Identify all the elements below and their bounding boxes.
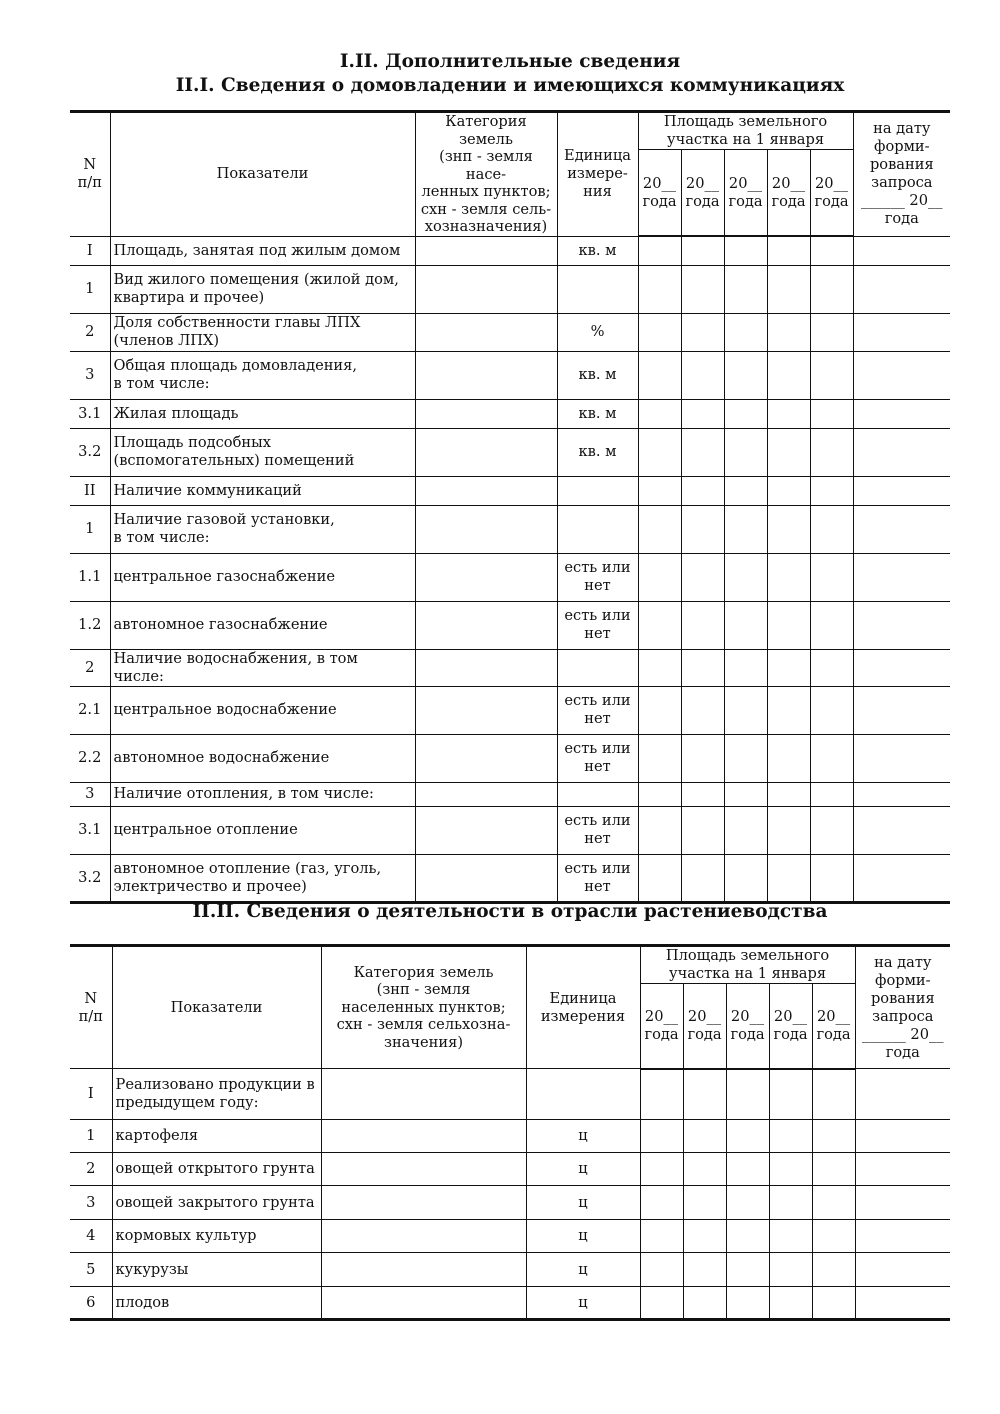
row-year-5-value [810, 553, 853, 601]
row-unit: ц [526, 1120, 640, 1153]
row-year-5-value [810, 476, 853, 505]
row-indicator: овощей закрытого грунта [112, 1186, 321, 1220]
row-year-5-value [810, 236, 853, 265]
row-year-5-value [810, 782, 853, 806]
row-year-4-value [769, 1253, 812, 1287]
row-request-date-value [853, 686, 950, 734]
row-request-date-value [853, 236, 950, 265]
row-year-2-value [681, 399, 724, 428]
table-row [70, 1287, 950, 1320]
crop-production-table [70, 944, 950, 1321]
row-year-5-value [810, 734, 853, 782]
row-year-2-value [681, 351, 724, 399]
row-unit: % [557, 313, 638, 351]
row-year-1-value [638, 476, 681, 505]
row-number: 3.2 [70, 854, 110, 902]
row-year-5-value [810, 854, 853, 902]
table-row [70, 1120, 950, 1153]
row-year-1-value [638, 734, 681, 782]
row-land-category [321, 1220, 526, 1253]
row-year-1-value [640, 1287, 683, 1320]
row-year-3-value [724, 601, 767, 649]
row-request-date-value [855, 1069, 950, 1120]
row-indicator: Вид жилого помещения (жилой дом, квартира и прочее) [110, 265, 415, 313]
row-year-3-value [726, 1186, 769, 1220]
row-year-1-value [640, 1253, 683, 1287]
row-number: 3.1 [70, 806, 110, 854]
row-year-5-value [810, 806, 853, 854]
row-year-1-value [638, 505, 681, 553]
row-year-2-value [681, 854, 724, 902]
row-year-5-value [812, 1253, 855, 1287]
row-number: 3 [70, 351, 110, 399]
row-request-date-value [853, 351, 950, 399]
crop-production-table-body [70, 1069, 950, 1320]
row-land-category [415, 265, 557, 313]
row-land-category [321, 1287, 526, 1320]
header-unit: Единица измере- ния [557, 112, 638, 237]
table-row [70, 806, 950, 854]
row-year-2-value [681, 649, 724, 686]
row-number: 1 [70, 1120, 112, 1153]
row-number: I [70, 236, 110, 265]
row-year-2-value [683, 1220, 726, 1253]
header-year-1: 20__ года [638, 150, 681, 236]
row-indicator: картофеля [112, 1120, 321, 1153]
row-year-5-value [810, 351, 853, 399]
row-year-2-value [683, 1153, 726, 1186]
row-year-5-value [812, 1186, 855, 1220]
row-number: 2 [70, 1153, 112, 1186]
row-year-4-value [767, 351, 810, 399]
row-number: 3.1 [70, 399, 110, 428]
row-unit: есть или нет [557, 854, 638, 902]
section-main-title: I.II. Дополнительные сведения [339, 51, 681, 72]
row-unit: ц [526, 1287, 640, 1320]
table-row [70, 505, 950, 553]
header-land-category: Категория земель (знп - земля населенных пунктов; схн - земля сельхозна- значения) [321, 946, 526, 1069]
row-year-2-value [681, 265, 724, 313]
row-unit [557, 476, 638, 505]
row-indicator: Площадь подсобных (вспомогательных) помещений [110, 428, 415, 476]
row-request-date-value [855, 1253, 950, 1287]
row-indicator: центральное отопление [110, 806, 415, 854]
section-2-title: II.II. Сведения о деятельности в отрасли растениеводства [192, 901, 828, 922]
table-row [70, 782, 950, 806]
row-year-5-value [812, 1153, 855, 1186]
row-year-1-value [640, 1220, 683, 1253]
row-indicator: Наличие водоснабжения, в том числе: [110, 649, 415, 686]
row-request-date-value [853, 399, 950, 428]
row-year-3-value [726, 1120, 769, 1153]
row-unit: ц [526, 1186, 640, 1220]
row-year-1-value [638, 601, 681, 649]
row-year-3-value [724, 476, 767, 505]
row-number: 3 [70, 1186, 112, 1220]
row-land-category [415, 553, 557, 601]
row-year-2-value [681, 686, 724, 734]
row-year-3-value [724, 399, 767, 428]
row-indicator: Наличие газовой установки, в том числе: [110, 505, 415, 553]
row-year-1-value [638, 806, 681, 854]
row-indicator: овощей открытого грунта [112, 1153, 321, 1186]
row-number: 2 [70, 649, 110, 686]
header-land-category: Категория земель (знп - земля насе- ленных пунктов; схн - земля сель- хозназначения) [415, 112, 557, 237]
row-number: II [70, 476, 110, 505]
row-unit: есть или нет [557, 734, 638, 782]
row-year-1-value [640, 1186, 683, 1220]
table-row [70, 428, 950, 476]
row-year-2-value [681, 476, 724, 505]
row-year-5-value [810, 428, 853, 476]
row-year-2-value [681, 428, 724, 476]
row-indicator: центральное газоснабжение [110, 553, 415, 601]
row-year-3-value [726, 1253, 769, 1287]
row-unit: ц [526, 1153, 640, 1186]
row-number: 1 [70, 265, 110, 313]
row-year-2-value [681, 782, 724, 806]
row-land-category [415, 428, 557, 476]
row-land-category [321, 1153, 526, 1186]
row-unit [557, 265, 638, 313]
table-row [70, 1220, 950, 1253]
row-year-4-value [767, 553, 810, 601]
row-indicator: плодов [112, 1287, 321, 1320]
row-number: 3 [70, 782, 110, 806]
row-year-5-value [810, 649, 853, 686]
table-row [70, 1069, 950, 1120]
row-request-date-value [853, 476, 950, 505]
row-year-4-value [767, 265, 810, 313]
header-indicators: Показатели [112, 946, 321, 1069]
header-year-3: 20__ года [726, 984, 769, 1069]
row-number: 3.2 [70, 428, 110, 476]
row-year-1-value [638, 428, 681, 476]
row-year-3-value [726, 1153, 769, 1186]
row-year-1-value [638, 399, 681, 428]
row-land-category [321, 1120, 526, 1153]
header-num: N п/п [70, 946, 112, 1069]
row-year-3-value [724, 428, 767, 476]
row-indicator: автономное отопление (газ, уголь, электричество и прочее) [110, 854, 415, 902]
table-row [70, 1253, 950, 1287]
row-year-2-value [681, 806, 724, 854]
row-request-date-value [853, 649, 950, 686]
row-unit: ц [526, 1253, 640, 1287]
row-land-category [415, 476, 557, 505]
row-year-4-value [767, 782, 810, 806]
row-unit [526, 1069, 640, 1120]
header-year-4: 20__ года [767, 150, 810, 236]
row-indicator: Общая площадь домовладения, в том числе: [110, 351, 415, 399]
row-request-date-value [855, 1220, 950, 1253]
row-request-date-value [855, 1153, 950, 1186]
row-unit [557, 649, 638, 686]
row-number: 5 [70, 1253, 112, 1287]
row-year-3-value [724, 351, 767, 399]
row-year-4-value [769, 1287, 812, 1320]
header-year-4: 20__ года [769, 984, 812, 1069]
row-request-date-value [853, 854, 950, 902]
header-num: N п/п [70, 112, 110, 237]
row-year-3-value [726, 1287, 769, 1320]
row-year-4-value [767, 236, 810, 265]
household-table [70, 110, 950, 904]
header-year-2: 20__ года [681, 150, 724, 236]
row-year-3-value [724, 806, 767, 854]
row-year-1-value [638, 553, 681, 601]
row-request-date-value [853, 734, 950, 782]
table-row [70, 351, 950, 399]
row-unit: есть или нет [557, 553, 638, 601]
row-year-5-value [810, 686, 853, 734]
row-year-3-value [724, 649, 767, 686]
row-number: I [70, 1069, 112, 1120]
row-year-4-value [767, 428, 810, 476]
row-unit: есть или нет [557, 601, 638, 649]
row-unit [557, 782, 638, 806]
table-row [70, 476, 950, 505]
row-request-date-value [855, 1186, 950, 1220]
row-land-category [415, 399, 557, 428]
row-year-1-value [638, 236, 681, 265]
row-year-1-value [638, 854, 681, 902]
row-request-date-value [853, 265, 950, 313]
row-year-4-value [769, 1120, 812, 1153]
row-land-category [415, 854, 557, 902]
row-year-3-value [724, 313, 767, 351]
row-indicator: Жилая площадь [110, 399, 415, 428]
table-row [70, 265, 950, 313]
header-year-5: 20__ года [810, 150, 853, 236]
row-unit: кв. м [557, 428, 638, 476]
row-land-category [415, 236, 557, 265]
row-year-4-value [769, 1220, 812, 1253]
header-area-jan1: Площадь земельного участка на 1 января [640, 946, 855, 984]
row-year-2-value [683, 1287, 726, 1320]
row-year-4-value [767, 313, 810, 351]
row-year-5-value [810, 399, 853, 428]
header-request-date: на дату форми- рования запроса ______ 20__ года [853, 112, 950, 237]
row-year-2-value [683, 1186, 726, 1220]
row-indicator: Площадь, занятая под жилым домом [110, 236, 415, 265]
row-year-2-value [681, 601, 724, 649]
header-year-3: 20__ года [724, 150, 767, 236]
row-number: 2 [70, 313, 110, 351]
row-year-5-value [812, 1120, 855, 1153]
row-number: 1 [70, 505, 110, 553]
row-year-3-value [726, 1069, 769, 1120]
row-year-5-value [810, 601, 853, 649]
row-year-3-value [724, 686, 767, 734]
header-request-date: на дату форми- рования запроса ______ 20__ года [855, 946, 950, 1069]
row-year-3-value [724, 734, 767, 782]
row-year-4-value [769, 1069, 812, 1120]
row-year-5-value [812, 1220, 855, 1253]
row-year-4-value [767, 686, 810, 734]
row-year-3-value [726, 1220, 769, 1253]
row-request-date-value [853, 806, 950, 854]
row-year-5-value [810, 505, 853, 553]
row-number: 4 [70, 1220, 112, 1253]
row-request-date-value [853, 428, 950, 476]
row-unit: кв. м [557, 399, 638, 428]
table-row [70, 1153, 950, 1186]
row-unit: ц [526, 1220, 640, 1253]
row-land-category [415, 734, 557, 782]
row-year-5-value [810, 313, 853, 351]
header-year-2: 20__ года [683, 984, 726, 1069]
table-row [70, 1186, 950, 1220]
row-year-4-value [767, 399, 810, 428]
row-year-2-value [683, 1120, 726, 1153]
row-year-3-value [724, 505, 767, 553]
row-year-2-value [681, 236, 724, 265]
table-row [70, 734, 950, 782]
table-row [70, 399, 950, 428]
row-request-date-value [853, 782, 950, 806]
row-year-1-value [638, 782, 681, 806]
row-year-4-value [767, 734, 810, 782]
row-year-2-value [681, 505, 724, 553]
row-number: 2.2 [70, 734, 110, 782]
header-year-5: 20__ года [812, 984, 855, 1069]
row-indicator: кормовых культур [112, 1220, 321, 1253]
row-year-3-value [724, 553, 767, 601]
row-number: 1.2 [70, 601, 110, 649]
table-row [70, 854, 950, 902]
row-year-2-value [683, 1069, 726, 1120]
row-indicator: Наличие коммуникаций [110, 476, 415, 505]
row-year-4-value [767, 806, 810, 854]
row-land-category [415, 686, 557, 734]
row-year-1-value [638, 351, 681, 399]
row-number: 6 [70, 1287, 112, 1320]
row-year-3-value [724, 265, 767, 313]
row-year-1-value [640, 1153, 683, 1186]
row-request-date-value [853, 601, 950, 649]
row-year-4-value [769, 1153, 812, 1186]
row-unit [557, 505, 638, 553]
row-land-category [415, 313, 557, 351]
household-table-body [70, 236, 950, 902]
row-land-category [415, 782, 557, 806]
table-row [70, 553, 950, 601]
row-unit: кв. м [557, 236, 638, 265]
row-indicator: Реализовано продукции в предыдущем году: [112, 1069, 321, 1120]
row-year-5-value [812, 1069, 855, 1120]
row-year-4-value [769, 1186, 812, 1220]
row-year-4-value [767, 649, 810, 686]
table-row [70, 601, 950, 649]
row-indicator: Наличие отопления, в том числе: [110, 782, 415, 806]
row-request-date-value [855, 1120, 950, 1153]
row-year-1-value [640, 1120, 683, 1153]
row-unit: есть или нет [557, 686, 638, 734]
header-area-jan1: Площадь земельного участка на 1 января [638, 112, 853, 150]
row-unit: кв. м [557, 351, 638, 399]
row-land-category [321, 1186, 526, 1220]
row-land-category [415, 351, 557, 399]
row-indicator: кукурузы [112, 1253, 321, 1287]
row-year-1-value [638, 686, 681, 734]
row-indicator: центральное водоснабжение [110, 686, 415, 734]
row-year-1-value [640, 1069, 683, 1120]
row-year-2-value [681, 734, 724, 782]
table-row [70, 236, 950, 265]
row-indicator: Доля собственности главы ЛПХ (членов ЛПХ) [110, 313, 415, 351]
header-unit: Единица измерения [526, 946, 640, 1069]
row-year-3-value [724, 236, 767, 265]
row-number: 1.1 [70, 553, 110, 601]
row-year-3-value [724, 782, 767, 806]
row-year-1-value [638, 649, 681, 686]
row-request-date-value [853, 553, 950, 601]
row-year-5-value [810, 265, 853, 313]
header-year-1: 20__ года [640, 984, 683, 1069]
row-request-date-value [855, 1287, 950, 1320]
row-year-4-value [767, 854, 810, 902]
row-request-date-value [853, 313, 950, 351]
row-year-2-value [683, 1253, 726, 1287]
row-year-2-value [681, 553, 724, 601]
row-year-4-value [767, 476, 810, 505]
row-year-3-value [724, 854, 767, 902]
row-land-category [321, 1069, 526, 1120]
row-year-2-value [681, 313, 724, 351]
row-land-category [415, 505, 557, 553]
row-land-category [415, 649, 557, 686]
row-year-4-value [767, 601, 810, 649]
table-row [70, 686, 950, 734]
table-row [70, 313, 950, 351]
row-year-1-value [638, 265, 681, 313]
section-1-title: II.I. Сведения о домовладении и имеющихся коммуникациях [175, 75, 845, 96]
table-row [70, 649, 950, 686]
row-indicator: автономное газоснабжение [110, 601, 415, 649]
header-indicators: Показатели [110, 112, 415, 237]
row-unit: есть или нет [557, 806, 638, 854]
row-land-category [321, 1253, 526, 1287]
row-year-5-value [812, 1287, 855, 1320]
row-number: 2.1 [70, 686, 110, 734]
row-indicator: автономное водоснабжение [110, 734, 415, 782]
row-year-1-value [638, 313, 681, 351]
row-land-category [415, 601, 557, 649]
row-land-category [415, 806, 557, 854]
row-year-4-value [767, 505, 810, 553]
row-request-date-value [853, 505, 950, 553]
